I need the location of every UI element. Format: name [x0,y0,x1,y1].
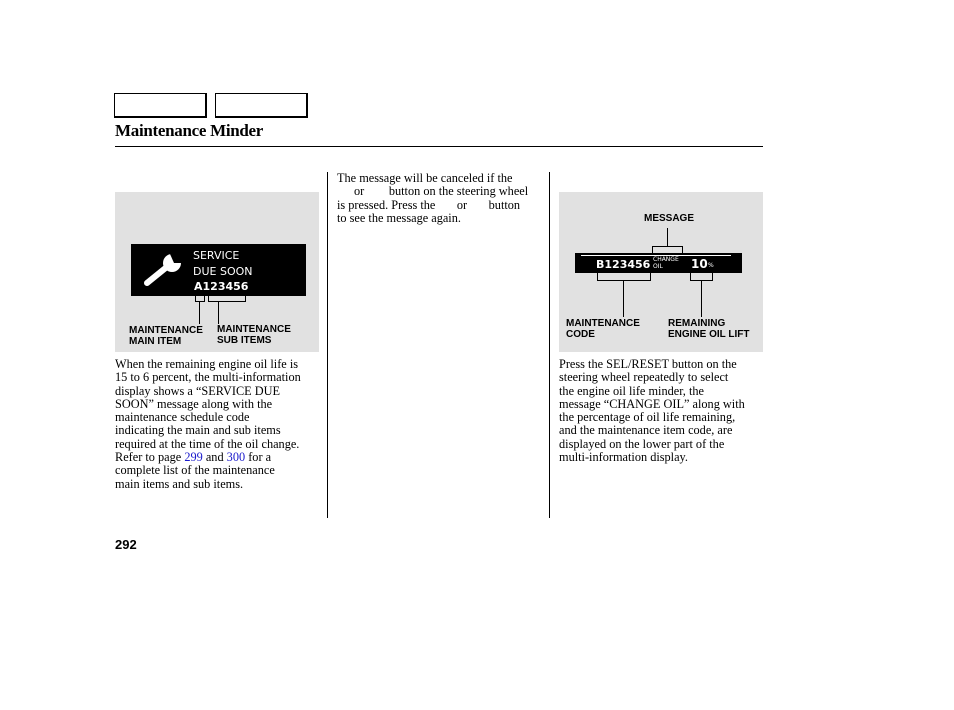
right-body-text [559,358,745,464]
oil-life-display [575,253,742,273]
left-line-8-a: Refer to page [115,450,185,465]
oil-percent-sign: % [708,262,714,269]
lcd-line-code: A123456 [194,280,249,293]
service-display [131,244,306,296]
right-line-2: steering wheel repeatedly to select [559,370,729,385]
left-line-10: main items and sub items. [115,476,244,491]
left-line-9: complete list of the maintenance [115,463,275,478]
message-leader [667,228,668,246]
lcd-line-due-soon: DUE SOON [193,265,253,278]
right-line-6: and the maintenance item code, are [559,423,733,438]
change-oil-figure [559,192,763,352]
left-line-5: maintenance schedule code [115,410,250,425]
right-line-1: Press the SEL/RESET button on the [559,357,737,371]
oil-bracket-right [712,273,713,280]
page-link-299[interactable]: 299 [184,450,203,465]
callout-main-item [129,326,203,347]
page-link-300[interactable]: 300 [226,450,246,465]
wrench-icon [141,250,187,290]
page-number: 292 [115,537,137,552]
right-line-3: the engine oil life minder, the [559,383,704,398]
code-bracket-bottom [597,280,651,281]
maintenance-code-text: B123456 [596,258,651,271]
left-line-1: When the remaining engine oil life is [115,357,299,371]
right-line-7: displayed on the lower part of the [559,436,725,451]
bracket-main-bottom [195,301,205,302]
middle-line-2: or button on the steering wheel [354,184,529,199]
message-bracket-right [682,246,683,253]
nav-box-1[interactable] [114,93,207,118]
callout-code-line1: MAINTENANCE [566,318,640,329]
bracket-sub-bottom [208,301,246,302]
nav-box-2[interactable] [215,93,308,118]
message-bracket-left [652,246,653,253]
bracket-sub-right [245,296,246,301]
change-oil-text-1: CHANGE [653,256,679,263]
bracket-main-right [204,296,205,301]
code-leader [623,281,624,317]
left-line-4: SOON” message along with the [115,396,273,411]
callout-main-item-line2: MAIN ITEM [129,335,182,347]
header-rule [115,146,763,147]
callout-oil-line2: ENGINE OIL LIFT [668,328,750,340]
middle-line-1: The message will be canceled if the [337,171,513,185]
leader-main [199,302,200,324]
callout-message: MESSAGE [644,213,695,224]
change-oil-text-2: OIL [653,263,663,270]
left-line-8 [115,451,301,464]
message-bracket-top [652,246,683,247]
oil-bracket-left [690,273,691,280]
callout-main-item-line1: MAINTENANCE [129,325,203,336]
column-divider-left [327,172,328,518]
left-line-7: required at the time of the oil change. [115,436,300,451]
callout-code-line2: CODE [566,328,595,340]
left-line-8-b: and [202,450,227,465]
callout-oil-line1: REMAINING [668,318,726,329]
leader-sub [218,302,219,324]
right-line-8: multi-information display. [559,450,688,465]
middle-line-3: is pressed. Press the or button [337,197,521,212]
column-divider-right [549,172,550,518]
lcd-line-service: SERVICE [193,249,240,262]
oil-percent-value: 10 [691,257,708,271]
callout-sub-items-line1: MAINTENANCE [217,324,291,335]
left-line-8-c: for a [245,450,272,465]
page-title: Maintenance Minder [115,121,264,140]
oil-leader [701,281,702,317]
code-bracket-right [650,273,651,280]
left-line-6: indicating the main and sub items [115,423,281,438]
callout-oil-life [668,319,749,340]
left-body-text [115,358,301,491]
left-line-3: display shows a “SERVICE DUE [115,383,281,398]
code-bracket-left [597,273,598,280]
callout-sub-items [217,325,291,346]
middle-body-text [337,172,528,225]
middle-line-4: to see the message again. [337,210,461,225]
callout-maintenance-code [566,319,640,340]
right-line-5: the percentage of oil life remaining, [559,410,736,425]
left-line-2: 15 to 6 percent, the multi-information [115,370,301,385]
right-line-4: message “CHANGE OIL” along with [559,396,745,411]
callout-sub-items-line2: SUB ITEMS [217,334,272,346]
service-due-figure [115,192,319,352]
